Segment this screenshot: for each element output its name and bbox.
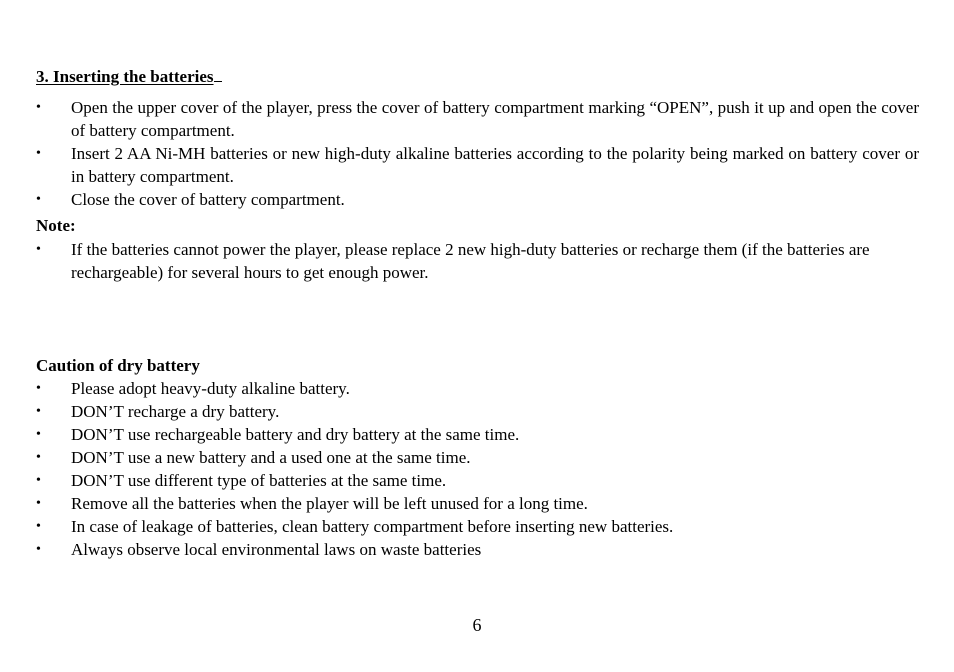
bullet-icon: • [36,381,41,396]
page-number: 6 [472,615,482,635]
list-item-text: DON’T recharge a dry battery. [71,402,280,421]
list-item-text: In case of leakage of batteries, clean battery compartment before inserting new batteries. [71,517,674,536]
list-item-text: DON’T use rechargeable battery and dry battery at the same time. [71,425,520,444]
list-item [36,142,919,188]
list-item [36,469,919,492]
list-item [36,446,919,469]
list-item-text: DON’T use different type of batteries at the same time. [71,471,447,490]
note-heading: Note: [36,216,76,235]
bullet-icon: • [36,473,41,488]
list-item-text: Always observe local environmental laws on waste batteries [71,540,482,559]
bullet-icon: • [36,146,41,161]
bullet-icon: • [36,519,41,534]
list-item [36,538,919,561]
bullet-icon: • [36,100,41,115]
list-item [36,188,919,211]
bullet-icon: • [36,404,41,419]
bullet-icon: • [36,542,41,557]
list-item [36,423,919,446]
caution-list [36,377,919,561]
list-item-text: Remove all the batteries when the player will be left unused for a long time. [71,494,588,513]
list-item-text: Close the cover of battery compartment. [71,190,345,209]
list-item [36,400,919,423]
inserting-batteries-list [36,96,919,211]
bullet-icon: • [36,427,41,442]
note-list [36,238,919,284]
list-item [36,377,919,400]
caution-heading: Caution of dry battery [36,356,200,375]
list-item-text: Insert 2 AA Ni-MH batteries or new high-duty alkaline batteries according to the polarity being marked on battery cover or in battery compartment. [71,144,919,186]
list-item [36,238,919,284]
section-heading-inserting-batteries [36,65,222,88]
list-item-text: Please adopt heavy-duty alkaline battery. [71,379,350,398]
list-item-text: Open the upper cover of the player, press the cover of battery compartment marking “OPEN”, push it up and open the cover of battery compartment. [71,98,919,140]
list-item [36,492,919,515]
bullet-icon: • [36,242,41,257]
bullet-icon: • [36,192,41,207]
section-heading-text: 3. Inserting the batteries [36,67,214,86]
list-item [36,96,919,142]
bullet-icon: • [36,496,41,511]
list-item [36,515,919,538]
list-item-text: DON’T use a new battery and a used one at the same time. [71,448,471,467]
list-item-text: If the batteries cannot power the player, please replace 2 new high-duty batteries or recharge them (if the batteries are rechargeable) for several hours to get enough power. [71,240,870,282]
heading-underline-tail [214,65,222,82]
bullet-icon: • [36,450,41,465]
